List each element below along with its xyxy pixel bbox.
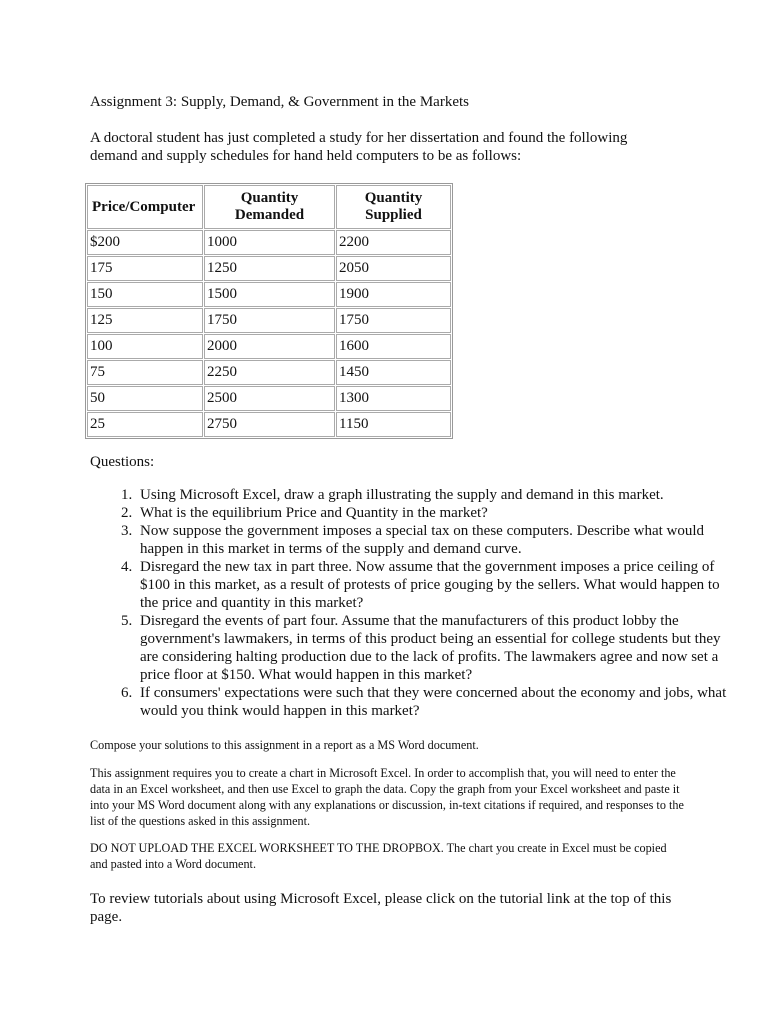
header-quantity-supplied: Quantity Supplied xyxy=(336,185,451,229)
cell-quantity-supplied: 1150 xyxy=(336,412,451,437)
document-title: Assignment 3: Supply, Demand, & Government in the Markets xyxy=(90,94,469,110)
cell-price: 150 xyxy=(87,282,203,307)
cell-quantity-demanded: 1500 xyxy=(204,282,335,307)
supply-demand-table xyxy=(85,183,453,439)
cell-quantity-demanded: 2250 xyxy=(204,360,335,385)
questions-list xyxy=(90,486,736,720)
cell-price: 25 xyxy=(87,412,203,437)
table-row xyxy=(87,412,451,437)
table-row xyxy=(87,282,451,307)
question-item: 2. What is the equilibrium Price and Quantity in the market? xyxy=(136,504,736,522)
question-item: 1. Using Microsoft Excel, draw a graph illustrating the supply and demand in this market. xyxy=(136,486,736,504)
cell-price: 100 xyxy=(87,334,203,359)
cell-price: 50 xyxy=(87,386,203,411)
header-price: Price/Computer xyxy=(87,185,203,229)
cell-quantity-supplied: 1750 xyxy=(336,308,451,333)
cell-quantity-demanded: 2500 xyxy=(204,386,335,411)
cell-quantity-supplied: 2050 xyxy=(336,256,451,281)
table-row xyxy=(87,308,451,333)
table-row xyxy=(87,360,451,385)
table-row xyxy=(87,230,451,255)
warning-paragraph: DO NOT UPLOAD THE EXCEL WORKSHEET TO THE DROPBOX. The chart you create in Excel must be copied and pasted into a Word document. xyxy=(90,841,667,871)
cell-quantity-supplied: 1450 xyxy=(336,360,451,385)
questions-label: Questions: xyxy=(90,454,155,470)
intro-paragraph: A doctoral student has just completed a study for her dissertation and found the following demand and supply schedules for hand held computers to be as follows: xyxy=(90,130,628,164)
question-item: 4. Disregard the new tax in part three. Now assume that the government imposes a price ceiling of $100 in this market, as a result of protests of price gouging by the sellers. What would happen to the price and quantity in this market? xyxy=(136,558,736,612)
cell-price: 125 xyxy=(87,308,203,333)
question-item: 5. Disregard the events of part four. Assume that the manufacturers of this product lobby the government's lawmakers, in terms of this product being an essential for college students but they are considering halting production due to the lack of profits. The lawmakers agree and now set a price floor at $150. What would happen in this market? xyxy=(136,612,736,684)
header-quantity-demanded: Quantity Demanded xyxy=(204,185,335,229)
compose-paragraph: Compose your solutions to this assignment in a report as a MS Word document. xyxy=(90,738,479,752)
table-row xyxy=(87,256,451,281)
cell-price: 75 xyxy=(87,360,203,385)
cell-price: 175 xyxy=(87,256,203,281)
tutorial-paragraph: To review tutorials about using Microsoft Excel, please click on the tutorial link at the top of this page. xyxy=(90,891,672,925)
cell-quantity-demanded: 2000 xyxy=(204,334,335,359)
cell-quantity-demanded: 2750 xyxy=(204,412,335,437)
cell-quantity-demanded: 1250 xyxy=(204,256,335,281)
question-item: 6. If consumers' expectations were such that they were concerned about the economy and jobs, what would you think would happen in this market? xyxy=(136,684,736,720)
cell-price: $200 xyxy=(87,230,203,255)
table-row xyxy=(87,386,451,411)
cell-quantity-supplied: 1300 xyxy=(336,386,451,411)
table-header-row xyxy=(87,185,451,229)
cell-quantity-supplied: 1900 xyxy=(336,282,451,307)
question-item: 3. Now suppose the government imposes a special tax on these computers. Describe what would happen in this market in terms of the supply and demand curve. xyxy=(136,522,736,558)
cell-quantity-supplied: 2200 xyxy=(336,230,451,255)
cell-quantity-supplied: 1600 xyxy=(336,334,451,359)
cell-quantity-demanded: 1750 xyxy=(204,308,335,333)
requirement-paragraph: This assignment requires you to create a chart in Microsoft Excel. In order to accomplish that, you will need to enter the data in an Excel worksheet, and then use Excel to graph the data. Copy the graph from your Excel worksheet and paste it into your MS Word document along with any explanations or discussion, in-text citations if required, and responses to the list of the questions asked in this assignment. xyxy=(90,766,684,828)
cell-quantity-demanded: 1000 xyxy=(204,230,335,255)
table-row xyxy=(87,334,451,359)
